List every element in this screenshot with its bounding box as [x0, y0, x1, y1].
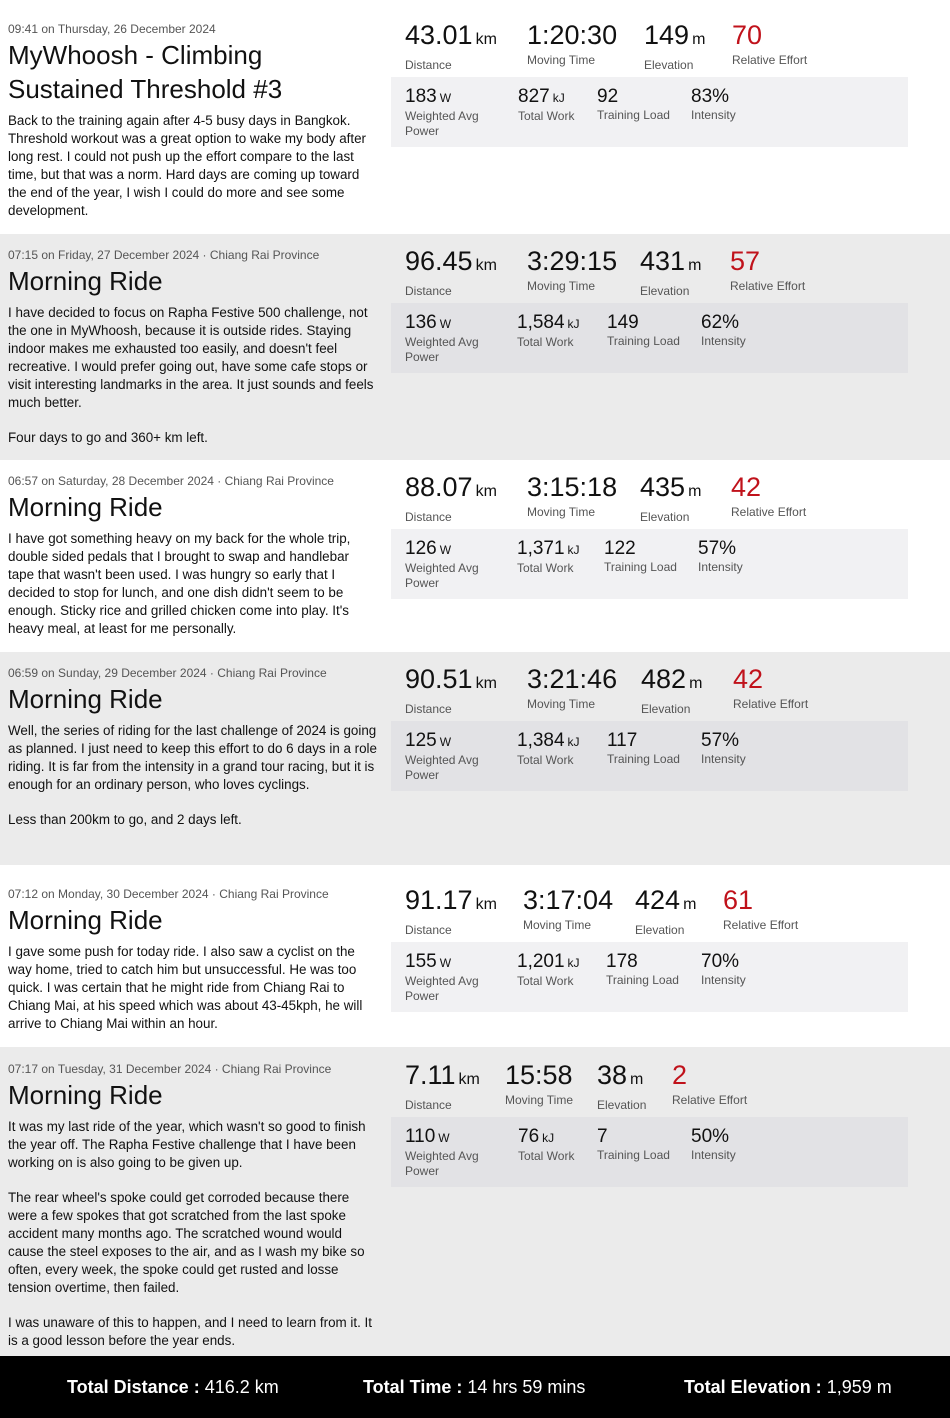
activity-info — [8, 887, 378, 1033]
total-distance-value: 416.2 km — [204, 1377, 279, 1397]
elevation-unit: m — [683, 896, 697, 913]
work-label: Total Work — [518, 1149, 575, 1163]
activity-entry — [0, 234, 950, 460]
activity-meta: 07:12 on Monday, 30 December 2024 · Chiang Rai Province — [8, 887, 329, 901]
work-label: Total Work — [517, 335, 574, 349]
relative-effort-stat — [731, 472, 806, 519]
activity-info — [8, 248, 378, 447]
load-label: Training Load — [597, 108, 670, 122]
distance-unit: km — [458, 1071, 480, 1088]
relative-effort-value: 42 — [733, 664, 764, 694]
moving-time-label: Moving Time — [527, 505, 596, 519]
distance-label: Distance — [405, 923, 452, 937]
load-label: Training Load — [604, 560, 677, 574]
description-paragraph: Back to the training again after 4-5 busy days in Bangkok. Threshold workout was a great option to wake my body after long rest. I could not push up the effort compare to the last time, but that was a norm. Hard days are coming up toward the end of the year, I wish I could do more and see some development. — [8, 113, 367, 218]
distance-stat — [405, 664, 497, 716]
total-elevation — [684, 1377, 892, 1398]
description-paragraph: It was my last ride of the year, which wasn't so good to finish the year off. The Rapha Festive challenge that I have been working on is also going to be given up. — [8, 1119, 366, 1170]
relative-effort-label: Relative Effort — [731, 505, 807, 519]
activity-description — [8, 1118, 378, 1350]
relative-effort-stat — [732, 20, 807, 67]
activity-title[interactable]: Morning Ride — [8, 266, 163, 296]
description-paragraph: Well, the series of riding for the last challenge of 2024 is going as planned. I just need to keep this effort to do 6 days in a role riding. It is far from the intensity in a grand tour racing, but it is enough for an ordinary person, who loves cyclings. — [8, 723, 377, 792]
intensity-label: Intensity — [701, 973, 746, 987]
training-load-stat — [607, 313, 680, 349]
power-value: 136 — [405, 312, 437, 333]
moving-time-label: Moving Time — [527, 697, 596, 711]
power-value: 155 — [405, 951, 437, 972]
power-value: 110 — [405, 1126, 436, 1147]
relative-effort-stat — [723, 885, 798, 932]
activity-description — [8, 722, 378, 829]
elevation-value: 431 — [640, 246, 686, 276]
relative-effort-value: 2 — [672, 1060, 688, 1090]
work-value: 827 — [518, 86, 550, 107]
moving-time-value: 3:17:04 — [523, 885, 614, 915]
distance-unit: km — [475, 483, 497, 500]
distance-value: 91.17 — [405, 885, 473, 915]
activity-title[interactable]: Morning Ride — [8, 684, 163, 714]
relative-effort-label: Relative Effort — [732, 53, 808, 67]
intensity-label: Intensity — [698, 560, 743, 574]
elevation-unit: m — [692, 31, 706, 48]
description-paragraph: I gave some push for today ride. I also saw a cyclist on the way home, tried to catch him but unsuccessful. He was too quick. I was certain that he might ride from Chiang Rai to Chiang Mai, at his speed which was about 43-45kph, he will arrive to Chiang Mai within an hour. — [8, 944, 363, 1031]
total-work-stat — [518, 1127, 574, 1164]
training-load-stat — [607, 731, 680, 767]
activity-title[interactable]: MyWhoosh - Climbing Sustained Threshold #3 — [8, 40, 283, 104]
distance-stat — [405, 1060, 480, 1112]
distance-unit: km — [475, 31, 497, 48]
load-value: 149 — [607, 312, 639, 333]
moving-time-label: Moving Time — [527, 53, 596, 67]
work-value: 1,201 — [517, 951, 565, 972]
distance-value: 43.01 — [405, 20, 473, 50]
power-panel — [391, 942, 908, 1012]
work-label: Total Work — [517, 974, 574, 988]
elevation-stat — [641, 664, 702, 716]
intensity-stat — [701, 952, 746, 988]
moving-time-stat — [527, 472, 617, 519]
activity-title[interactable]: Morning Ride — [8, 905, 163, 935]
power-value: 125 — [405, 730, 437, 751]
distance-unit: km — [475, 257, 497, 274]
load-label: Training Load — [607, 334, 680, 348]
intensity-stat — [698, 539, 743, 575]
load-label: Training Load — [597, 1148, 670, 1162]
work-unit: kJ — [567, 956, 580, 970]
power-panel — [391, 1117, 908, 1187]
work-label: Total Work — [518, 109, 575, 123]
moving-time-value: 15:58 — [505, 1060, 573, 1090]
relative-effort-value: 57 — [730, 246, 761, 276]
activity-meta: 06:59 on Sunday, 29 December 2024 · Chiang Rai Province — [8, 666, 327, 680]
moving-time-value: 3:21:46 — [527, 664, 618, 694]
training-load-stat — [597, 1127, 670, 1163]
activity-description — [8, 112, 378, 220]
activity-meta: 07:15 on Friday, 27 December 2024 · Chiang Rai Province — [8, 248, 320, 262]
power-label: Weighted Avg Power — [405, 753, 479, 782]
total-elevation-value: 1,959 m — [826, 1377, 892, 1397]
moving-time-stat — [523, 885, 613, 932]
weighted-power-stat — [405, 1127, 479, 1179]
total-work-stat — [517, 952, 580, 989]
load-value: 7 — [597, 1126, 608, 1147]
elevation-value: 38 — [597, 1060, 628, 1090]
total-work-stat — [517, 313, 580, 350]
distance-stat — [405, 472, 497, 524]
power-panel — [391, 529, 908, 599]
elevation-value: 424 — [635, 885, 681, 915]
activity-description — [8, 304, 378, 447]
work-value: 76 — [518, 1126, 540, 1147]
distance-unit: km — [475, 675, 497, 692]
elevation-label: Elevation — [640, 284, 690, 298]
moving-time-stat — [527, 246, 617, 293]
power-panel — [391, 303, 908, 373]
elevation-value: 435 — [640, 472, 686, 502]
distance-value: 96.45 — [405, 246, 473, 276]
elevation-value: 482 — [641, 664, 687, 694]
intensity-label: Intensity — [691, 108, 736, 122]
distance-label: Distance — [405, 1098, 452, 1112]
distance-label: Distance — [405, 58, 452, 72]
elevation-stat — [640, 246, 701, 298]
relative-effort-value: 42 — [731, 472, 762, 502]
power-unit: W — [439, 91, 452, 105]
elevation-stat — [635, 885, 696, 937]
power-label: Weighted Avg Power — [405, 109, 479, 138]
power-value: 183 — [405, 86, 437, 107]
moving-time-stat — [505, 1060, 573, 1107]
elevation-stat — [644, 20, 705, 72]
total-distance — [67, 1377, 279, 1398]
elevation-stat — [640, 472, 701, 524]
elevation-label: Elevation — [641, 702, 691, 716]
weighted-power-stat — [405, 539, 479, 591]
relative-effort-stat — [733, 664, 808, 711]
total-time — [363, 1377, 585, 1398]
activity-meta: 06:57 on Saturday, 28 December 2024 · Chiang Rai Province — [8, 474, 334, 488]
distance-label: Distance — [405, 510, 452, 524]
weighted-power-stat — [405, 87, 479, 139]
power-unit: W — [439, 735, 452, 749]
power-panel — [391, 77, 908, 147]
work-unit: kJ — [542, 1131, 555, 1145]
training-load-stat — [597, 87, 670, 123]
intensity-value: 83% — [691, 86, 730, 107]
intensity-stat — [691, 87, 736, 123]
relative-effort-label: Relative Effort — [672, 1093, 748, 1107]
training-load-stat — [606, 952, 679, 988]
description-paragraph: The rear wheel's spoke could get corroded because there were a few spokes that got scratched from the last spoke accident many months ago. The scratched wound would cause the steel exposes to the air, and as I wash my bike so often, every week, the spoke could get rusted and losse tension overtime, then failed. — [8, 1190, 365, 1295]
total-time-value: 14 hrs 59 mins — [467, 1377, 586, 1397]
total-work-stat — [517, 539, 580, 576]
work-value: 1,371 — [517, 538, 565, 559]
relative-effort-label: Relative Effort — [733, 697, 809, 711]
activity-entry — [0, 652, 950, 865]
distance-stat — [405, 246, 497, 298]
activity-description — [8, 943, 378, 1033]
work-value: 1,584 — [517, 312, 565, 333]
weighted-power-stat — [405, 952, 479, 1004]
work-unit: kJ — [567, 317, 580, 331]
intensity-value: 57% — [698, 538, 737, 559]
activity-info — [8, 1062, 378, 1350]
moving-time-label: Moving Time — [523, 918, 592, 932]
weighted-power-stat — [405, 731, 479, 783]
distance-label: Distance — [405, 702, 452, 716]
relative-effort-stat — [730, 246, 805, 293]
work-label: Total Work — [517, 753, 574, 767]
relative-effort-value: 61 — [723, 885, 754, 915]
training-load-stat — [604, 539, 677, 575]
activity-title[interactable]: Morning Ride — [8, 492, 163, 522]
activity-meta: 07:17 on Tuesday, 31 December 2024 · Chiang Rai Province — [8, 1062, 332, 1076]
moving-time-value: 3:29:15 — [527, 246, 618, 276]
power-unit: W — [438, 1131, 450, 1145]
elevation-unit: m — [688, 483, 702, 500]
elevation-unit: m — [689, 675, 703, 692]
total-time-label: Total Time : — [363, 1377, 463, 1397]
total-distance-label: Total Distance : — [67, 1377, 200, 1397]
work-unit: kJ — [552, 91, 565, 105]
moving-time-stat — [527, 20, 617, 67]
elevation-stat — [597, 1060, 646, 1112]
distance-stat — [405, 20, 497, 72]
work-label: Total Work — [517, 561, 574, 575]
elevation-label: Elevation — [640, 510, 690, 524]
activity-description — [8, 530, 378, 638]
intensity-stat — [691, 1127, 736, 1163]
intensity-value: 50% — [691, 1126, 730, 1147]
intensity-value: 62% — [701, 312, 740, 333]
work-unit: kJ — [567, 543, 580, 557]
power-label: Weighted Avg Power — [405, 974, 479, 1003]
activity-entry — [0, 865, 950, 1047]
load-value: 92 — [597, 86, 619, 107]
load-label: Training Load — [607, 752, 680, 766]
relative-effort-label: Relative Effort — [723, 918, 799, 932]
relative-effort-value: 70 — [732, 20, 763, 50]
moving-time-label: Moving Time — [527, 279, 596, 293]
activity-title[interactable]: Morning Ride — [8, 1080, 163, 1110]
activity-info — [8, 474, 378, 638]
activity-entry — [0, 460, 950, 652]
elevation-label: Elevation — [635, 923, 685, 937]
moving-time-stat — [527, 664, 617, 711]
intensity-label: Intensity — [701, 334, 746, 348]
activity-entry — [0, 0, 950, 234]
elevation-value: 149 — [644, 20, 690, 50]
distance-label: Distance — [405, 284, 452, 298]
description-paragraph: I have decided to focus on Rapha Festive 500 challenge, not the one in MyWhoosh, because it is outside rides. Staying indoor makes me exhausted too easily, and doesn't feel recreative. I would prefer going out, have some cafe stops or visit interesting landmarks in the area. It just sounds and feels much better. — [8, 305, 374, 410]
activity-meta: 09:41 on Thursday, 26 December 2024 — [8, 22, 216, 36]
distance-value: 88.07 — [405, 472, 473, 502]
intensity-stat — [701, 731, 746, 767]
work-unit: kJ — [567, 735, 580, 749]
intensity-label: Intensity — [701, 752, 746, 766]
intensity-label: Intensity — [691, 1148, 736, 1162]
power-panel — [391, 721, 908, 791]
intensity-stat — [701, 313, 746, 349]
total-elevation-label: Total Elevation : — [684, 1377, 822, 1397]
description-paragraph: I was unaware of this to happen, and I need to learn from it. It is a good lesson before the year ends. — [8, 1315, 372, 1348]
moving-time-label: Moving Time — [505, 1093, 574, 1107]
elevation-label: Elevation — [644, 58, 694, 72]
work-value: 1,384 — [517, 730, 565, 751]
relative-effort-stat — [672, 1060, 747, 1107]
activity-entry — [0, 1047, 950, 1356]
total-work-stat — [517, 731, 580, 768]
power-label: Weighted Avg Power — [405, 1149, 479, 1178]
relative-effort-label: Relative Effort — [730, 279, 806, 293]
power-unit: W — [439, 317, 452, 331]
distance-stat — [405, 885, 497, 937]
elevation-unit: m — [630, 1071, 644, 1088]
weighted-power-stat — [405, 313, 479, 365]
load-value: 117 — [607, 730, 638, 751]
load-value: 178 — [606, 951, 638, 972]
description-paragraph: I have got something heavy on my back for the whole trip, double sided pedals that I brought to swap and handlebar tape that wasn't been used. I was hungry so early that I decided to stop for lunch, and one dish didn't seem to be enough. Sticky rice and grilled chicken come into play. It's heavy meal, at least for me personally. — [8, 531, 351, 636]
distance-unit: km — [475, 896, 497, 913]
power-unit: W — [439, 543, 452, 557]
elevation-unit: m — [688, 257, 702, 274]
power-value: 126 — [405, 538, 437, 559]
totals-footer — [0, 1356, 950, 1418]
load-value: 122 — [604, 538, 636, 559]
description-paragraph: Less than 200km to go, and 2 days left. — [8, 812, 242, 827]
power-unit: W — [439, 956, 452, 970]
load-label: Training Load — [606, 973, 679, 987]
activity-info — [8, 22, 378, 220]
power-label: Weighted Avg Power — [405, 561, 479, 590]
moving-time-value: 3:15:18 — [527, 472, 618, 502]
intensity-value: 57% — [701, 730, 740, 751]
description-paragraph: Four days to go and 360+ km left. — [8, 430, 208, 445]
distance-value: 90.51 — [405, 664, 473, 694]
distance-value: 7.11 — [405, 1060, 456, 1090]
total-work-stat — [518, 87, 574, 124]
power-label: Weighted Avg Power — [405, 335, 479, 364]
elevation-label: Elevation — [597, 1098, 647, 1112]
moving-time-value: 1:20:30 — [527, 20, 618, 50]
activity-info — [8, 666, 378, 829]
intensity-value: 70% — [701, 951, 740, 972]
